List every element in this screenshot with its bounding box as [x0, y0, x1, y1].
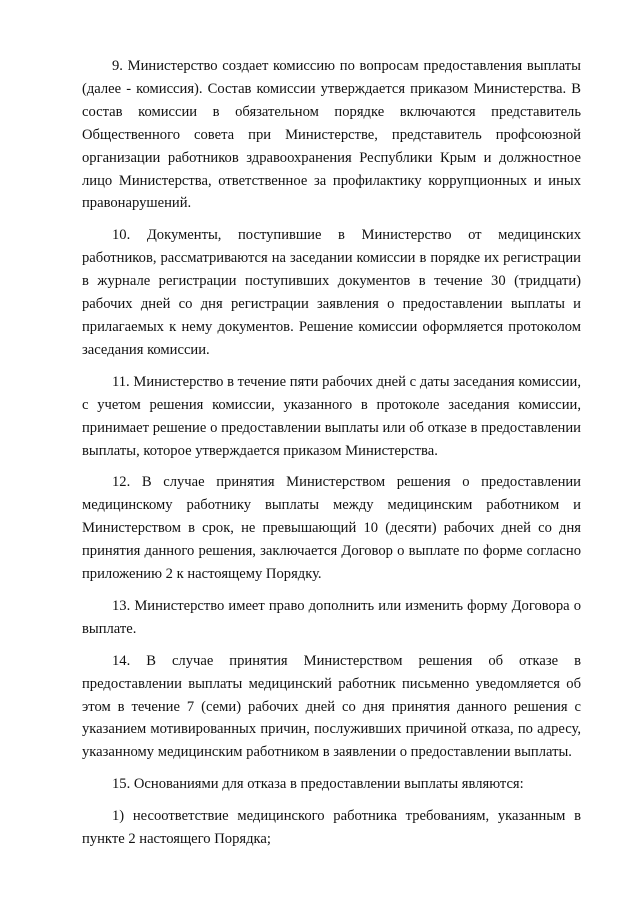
list-item-1: 1) несоответствие медицинского работника требованиям, указанным в пункте 2 настоящего Порядка;: [82, 808, 581, 848]
paragraph-10: 10. Документы, поступившие в Министерство от медицинских работников, рассматриваются на заседании комиссии в порядке их регистрации в журнале регистрации поступивших документов в течение 30 (тридцати) рабочих дней со дня регистрации заявления о предоставлении выплаты и прилагаемых к нему документов. Решение комиссии оформляется протоколом заседания комиссии.: [82, 227, 581, 358]
document-body: [82, 55, 581, 851]
paragraph-13: 13. Министерство имеет право дополнить или изменить форму Договора о выплате.: [82, 597, 581, 637]
paragraph-9: 9. Министерство создает комиссию по вопросам предоставления выплаты (далее - комиссия). Состав комиссии утверждается приказом Министерства. В состав комиссии в обязательном порядке включаются представитель Общественного совета при Министерстве, представитель профсоюзной организации работников здравоохранения Республики Крым и должностное лицо Министерства, ответственное за профилактику коррупционных и иных правонарушений.: [82, 58, 581, 212]
paragraph-15: 15. Основаниями для отказа в предоставлении выплаты являются:: [112, 776, 524, 793]
paragraph-14: 14. В случае принятия Министерством решения об отказе в предоставлении выплаты медицинский работник письменно уведомляется об этом в течение 7 (семи) рабочих дней со дня принятия данного решения с указанием мотивированных причин, послуживших причиной отказа, по адресу, указанному медицинским работником в заявлении о предоставлении выплаты.: [82, 652, 581, 761]
paragraph-11: 11. Министерство в течение пяти рабочих дней с даты заседания комиссии, с учетом решения комиссии, указанного в протоколе заседания комиссии, принимает решение о предоставлении выплаты или об отказе в предоставлении выплаты, которое утверждается приказом Министерства.: [82, 373, 581, 459]
paragraph-12: 12. В случае принятия Министерством решения о предоставлении медицинскому работнику выплаты между медицинским работником и Министерством в срок, не превышающий 10 (десяти) рабочих дней со дня принятия данного решения, заключается Договор о выплате по форме согласно приложению 2 к настоящему Порядку.: [82, 474, 581, 583]
